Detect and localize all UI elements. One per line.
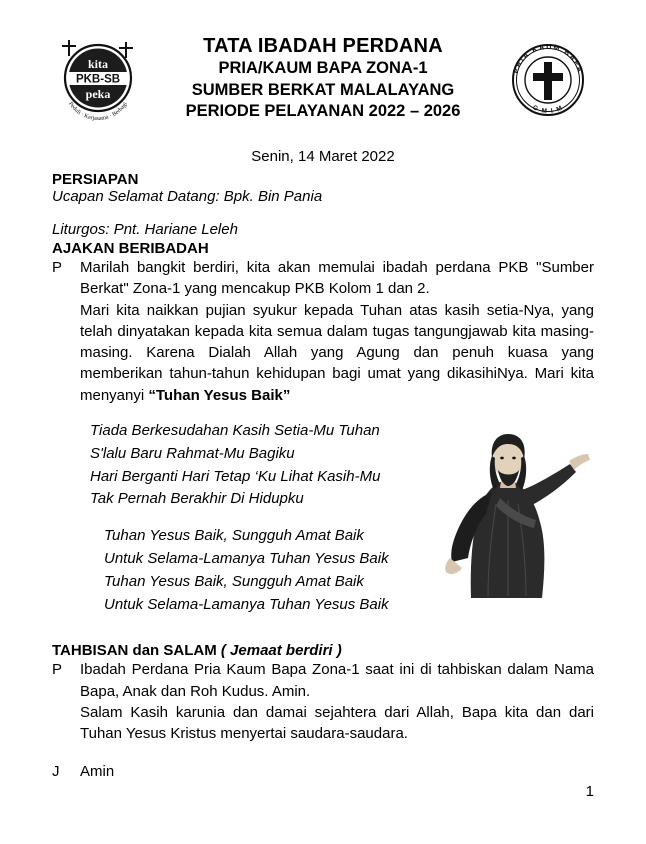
kita-pkb-sb-peka-logo [52,34,144,126]
welcome-line: Ucapan Selamat Datang: Bpk. Bin Pania [52,188,323,205]
document-title-block [144,28,502,123]
service-date: Senin, 14 Maret 2022 [251,148,395,165]
ajakan-paragraph-2 [80,300,594,406]
song-line: Untuk Selama-Lamanya Tuhan Yesus Baik [104,550,389,568]
tahbisan-j-block [52,761,594,782]
speaker-label-j: J [52,762,60,780]
song-line: Tak Pernah Berakhir Di Hidupku [90,490,304,508]
tahbisan-paragraph-1: Ibadah Perdana Pria Kaum Bapa Zona-1 saat ini di tahbiskan dalam Nama Bapa, Anak dan Roh Kudus. Amin. [80,661,594,700]
tahbisan-j-text: Amin [80,762,115,780]
ajakan-text [80,257,594,406]
ajakan-beribadah-heading: AJAKAN BERIBADAH [52,240,209,257]
ajakan-beribadah-block [52,257,594,406]
svg-text:Peduli · Kerjasama · Berbagi: Peduli · Kerjasama · Berbagi [67,101,129,123]
song-line: S'lalu Baru Rahmat-Mu Bagiku [90,444,295,462]
song-line: Tuhan Yesus Baik, Sungguh Amat Baik [104,527,364,545]
svg-text:PRIA KAUM BAPA: PRIA KAUM BAPA [510,41,586,75]
ajakan-paragraph-2-text: Mari kita naikkan pujian syukur kepada Tuhan atas kasih setia-Nya, yang telah dinyatakan kepada kita semua dalam tugas tangungjawab kita masing-masing. Karena Dialah Allah yang Agung dan penuh kuasa yang memberikan tahun-tahun kehidupan bagi umat yang dikasihiNya. Mari kita menyanyi [80,301,594,404]
song-area [52,420,594,616]
ajakan-paragraph-1: Marilah bangkit berdiri, kita akan memulai ibadah perdana PKB "Sumber Berkat" Zona-1 yang mencakup PKB Kolom 1 dan 2. [80,259,594,298]
speaker-label-p: P [52,259,63,276]
tahbisan-p-text [80,659,594,744]
liturgos-line: Liturgos: Pnt. Hariane Leleh [52,221,238,238]
song-line: Untuk Selama-Lamanya Tuhan Yesus Baik [104,595,389,613]
tahbisan-p-block [52,659,594,744]
tahbisan-heading [52,642,594,659]
pria-kaum-bapa-gmim-logo [502,34,594,126]
song-title-inline: “Tuhan Yesus Baik” [148,386,291,404]
jesus-illustration [430,430,600,610]
svg-text:PKB-SB: PKB-SB [75,73,121,86]
song-line: Hari Berganti Hari Tetap ‘Ku Lihat Kasih-Mu [90,467,381,485]
svg-text:kita: kita [87,57,109,71]
title-line-3: SUMBER BERKAT MALALAYANG [191,80,455,99]
svg-text:peka: peka [85,87,111,101]
page-number: 1 [585,783,594,800]
title-line-4: PERIODE PELAYANAN 2022 – 2026 [185,102,461,121]
persiapan-heading: PERSIAPAN [52,171,139,188]
svg-text:G M I M: G M I M [531,104,565,116]
song-line: Tuhan Yesus Baik, Sungguh Amat Baik [104,572,364,590]
tahbisan-heading-note: ( Jemaat berdiri ) [220,642,342,660]
song-line: Tiada Berkesudahan Kasih Setia-Mu Tuhan [90,422,380,440]
tahbisan-paragraph-2: Salam Kasih karunia dan damai sejahtera dari Allah, Bapa kita dan dari Tuhan Yesus Kristus menyertai saudara-saudara. [80,704,594,743]
title-line-1: TATA IBADAH PERDANA [203,35,443,57]
tahbisan-heading-text: TAHBISAN dan SALAM [52,642,217,660]
speaker-label-p: P [52,661,63,679]
document-header [52,28,594,138]
title-line-2: PRIA/KAUM BAPA ZONA-1 [218,59,428,78]
